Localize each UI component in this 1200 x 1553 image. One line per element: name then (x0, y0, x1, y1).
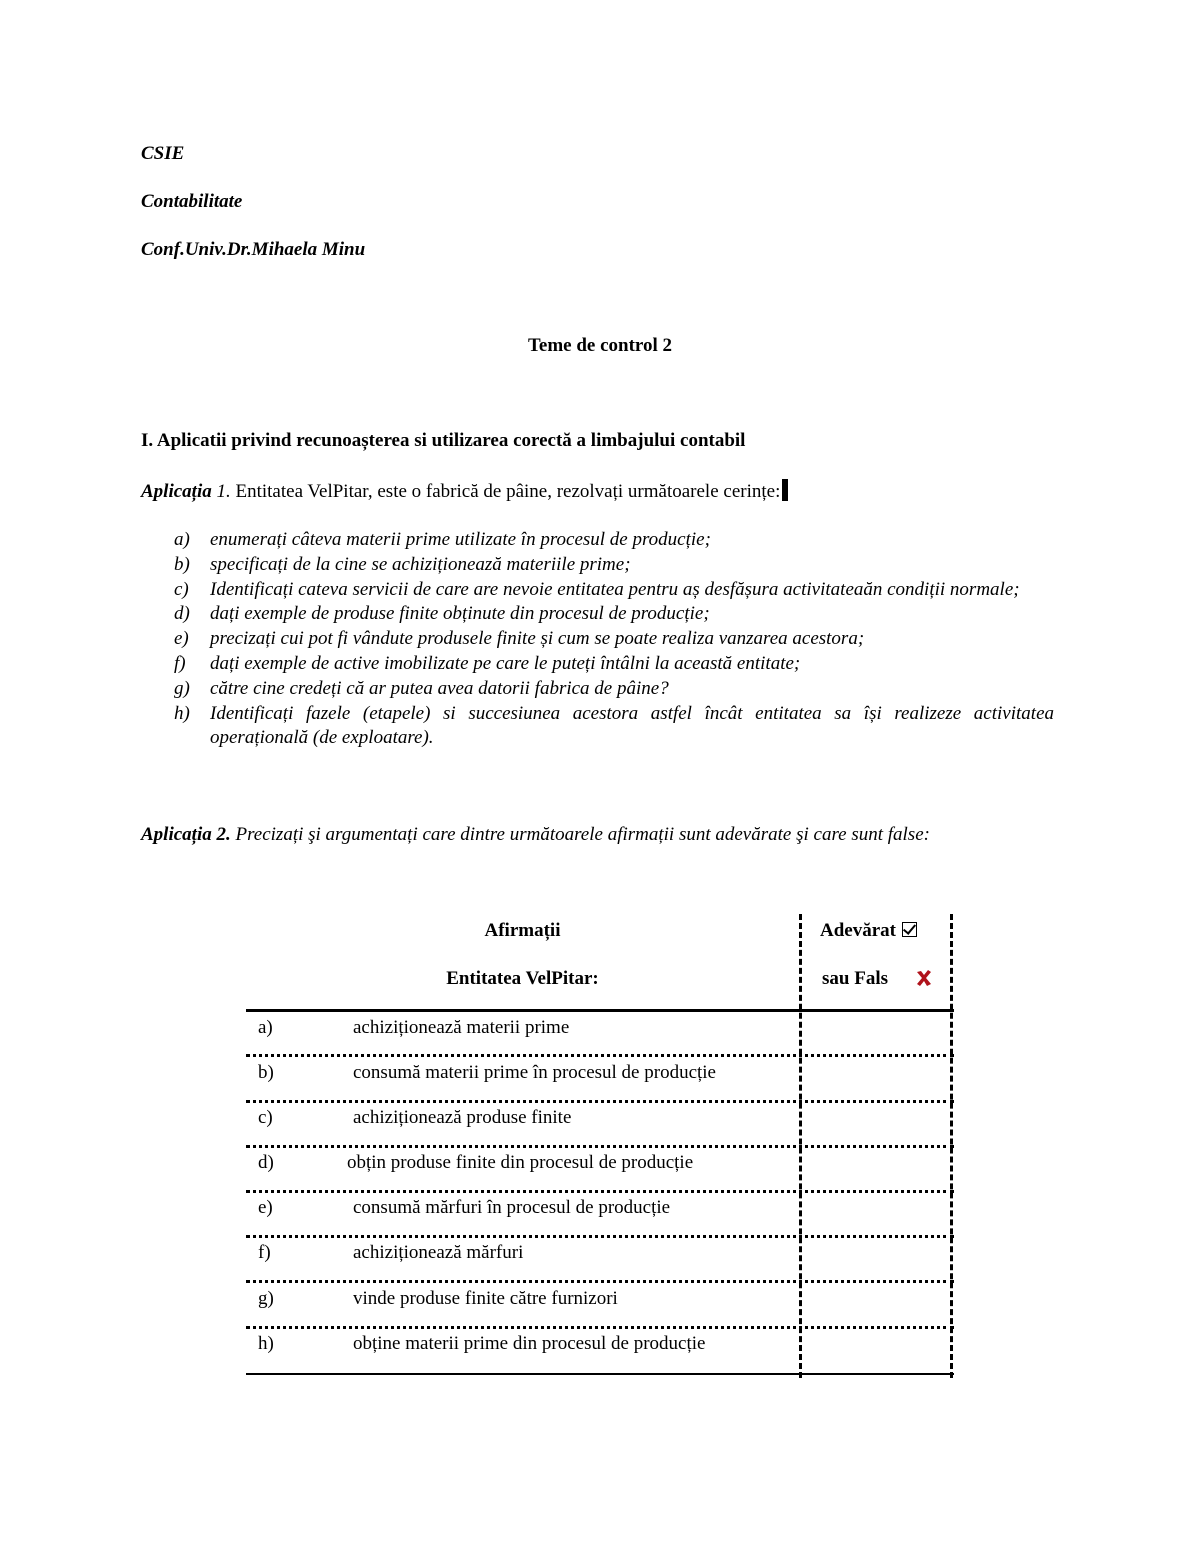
list-item-letter: a) (174, 529, 190, 550)
application-2-text: Precizați şi argumentați care dintre următoarele afirmații sunt adevărate şi care sunt false: (230, 824, 930, 845)
application-1-text: Entitatea VelPitar, este o fabrică de pâine, rezolvați următoarele cerințe: (230, 481, 781, 502)
table-row-letter: c) (258, 1107, 273, 1128)
list-item (174, 677, 1054, 702)
header-true (820, 920, 917, 942)
table-row-text: consumă mărfuri în procesul de producție (353, 1197, 671, 1218)
list-item (174, 528, 1054, 553)
row-divider (246, 1145, 954, 1148)
application-2-label: Aplicația 2. (141, 824, 231, 845)
application-1-label: Aplicația (141, 481, 212, 502)
header-statements: Afirmații (484, 920, 561, 941)
list-item-text: dați exemple de active imobilizate pe care le puteți întâlni la această entitate; (210, 652, 801, 674)
table-row-letter: h) (258, 1333, 274, 1354)
list-item-letter: h) (174, 702, 190, 724)
application-1-intro (141, 479, 788, 503)
list-item-letter: g) (174, 677, 190, 699)
list-item-letter: e) (174, 628, 189, 650)
list-item-text: precizați cui pot fi vândute produsele finite și cum se poate realiza vanzarea acestora; (210, 628, 865, 650)
header-false: sau Fals (822, 968, 888, 989)
list-item (174, 553, 1054, 578)
faculty-label: CSIE (141, 143, 185, 164)
header-true-label: Adevărat (820, 920, 896, 941)
row-divider (246, 1326, 954, 1329)
requirements-list (174, 528, 1054, 751)
header-entity: Entitatea VelPitar: (446, 968, 599, 989)
table-row-text: achiziționează produse finite (353, 1107, 572, 1128)
table-row-letter: b) (258, 1062, 274, 1083)
checkbox-checked-icon (902, 922, 917, 937)
list-item-text: enumerați câteva materii prime utilizate în procesul de producție; (210, 529, 711, 550)
table-row-letter: g) (258, 1288, 274, 1309)
application-1-number: 1. (211, 481, 231, 502)
row-divider (246, 1054, 954, 1057)
table-row-text: obține materii prime din procesul de producție (353, 1333, 706, 1354)
table-row-text: vinde produse finite către furnizori (353, 1288, 618, 1309)
list-item-letter: f) (174, 652, 186, 674)
list-item (174, 602, 1054, 627)
document-title: Teme de control 2 (527, 335, 673, 356)
text-cursor-icon (782, 479, 788, 501)
row-divider (246, 1100, 954, 1103)
list-item-text: Identificați fazele (etapele) si succesiunea acestora astfel încât entitatea sa își realizeze activitatea operațională (de exploatare). (210, 702, 1054, 749)
row-divider (246, 1235, 954, 1238)
list-item-letter: d) (174, 603, 190, 625)
table-row-text: obțin produse finite din procesul de producție (347, 1152, 694, 1173)
list-item (174, 652, 1054, 677)
author-label: Conf.Univ.Dr.Mihaela Minu (141, 239, 366, 260)
table-row-letter: d) (258, 1152, 274, 1173)
subject-label: Contabilitate (141, 191, 243, 212)
table-row-letter: f) (258, 1242, 271, 1263)
list-item (174, 702, 1054, 752)
table-row-text: consumă materii prime în procesul de producție (353, 1062, 716, 1083)
table-row-text: achiziționează materii prime (353, 1017, 570, 1038)
list-item-text: către cine credeți că ar putea avea datorii fabrica de pâine? (210, 677, 669, 699)
application-2-intro (141, 824, 930, 846)
section-heading: I. Aplicatii privind recunoașterea si utilizarea corectă a limbajului contabil (141, 430, 746, 451)
list-item-text: dați exemple de produse finite obținute din procesul de producție; (210, 603, 710, 625)
red-cross-icon (914, 968, 934, 988)
list-item (174, 578, 1054, 603)
table-bottom-border (246, 1373, 954, 1375)
table-row-letter: e) (258, 1197, 273, 1218)
table-row-text: achiziționează mărfuri (353, 1242, 524, 1263)
row-divider (246, 1280, 954, 1283)
list-item (174, 627, 1054, 652)
row-divider (246, 1190, 954, 1193)
list-item-text: Identificați cateva servicii de care are nevoie entitatea pentru aș desfășura activitateaăn condiții normale; (210, 578, 1020, 600)
list-item-letter: b) (174, 553, 190, 575)
statements-table (246, 914, 954, 1378)
red-cross-icon-shape (917, 970, 931, 986)
list-item-text: specificați de la cine se achiziționează materiile prime; (210, 553, 631, 575)
table-row-letter: a) (258, 1017, 273, 1038)
header-bottom-border (246, 1009, 954, 1012)
list-item-letter: c) (174, 578, 189, 600)
